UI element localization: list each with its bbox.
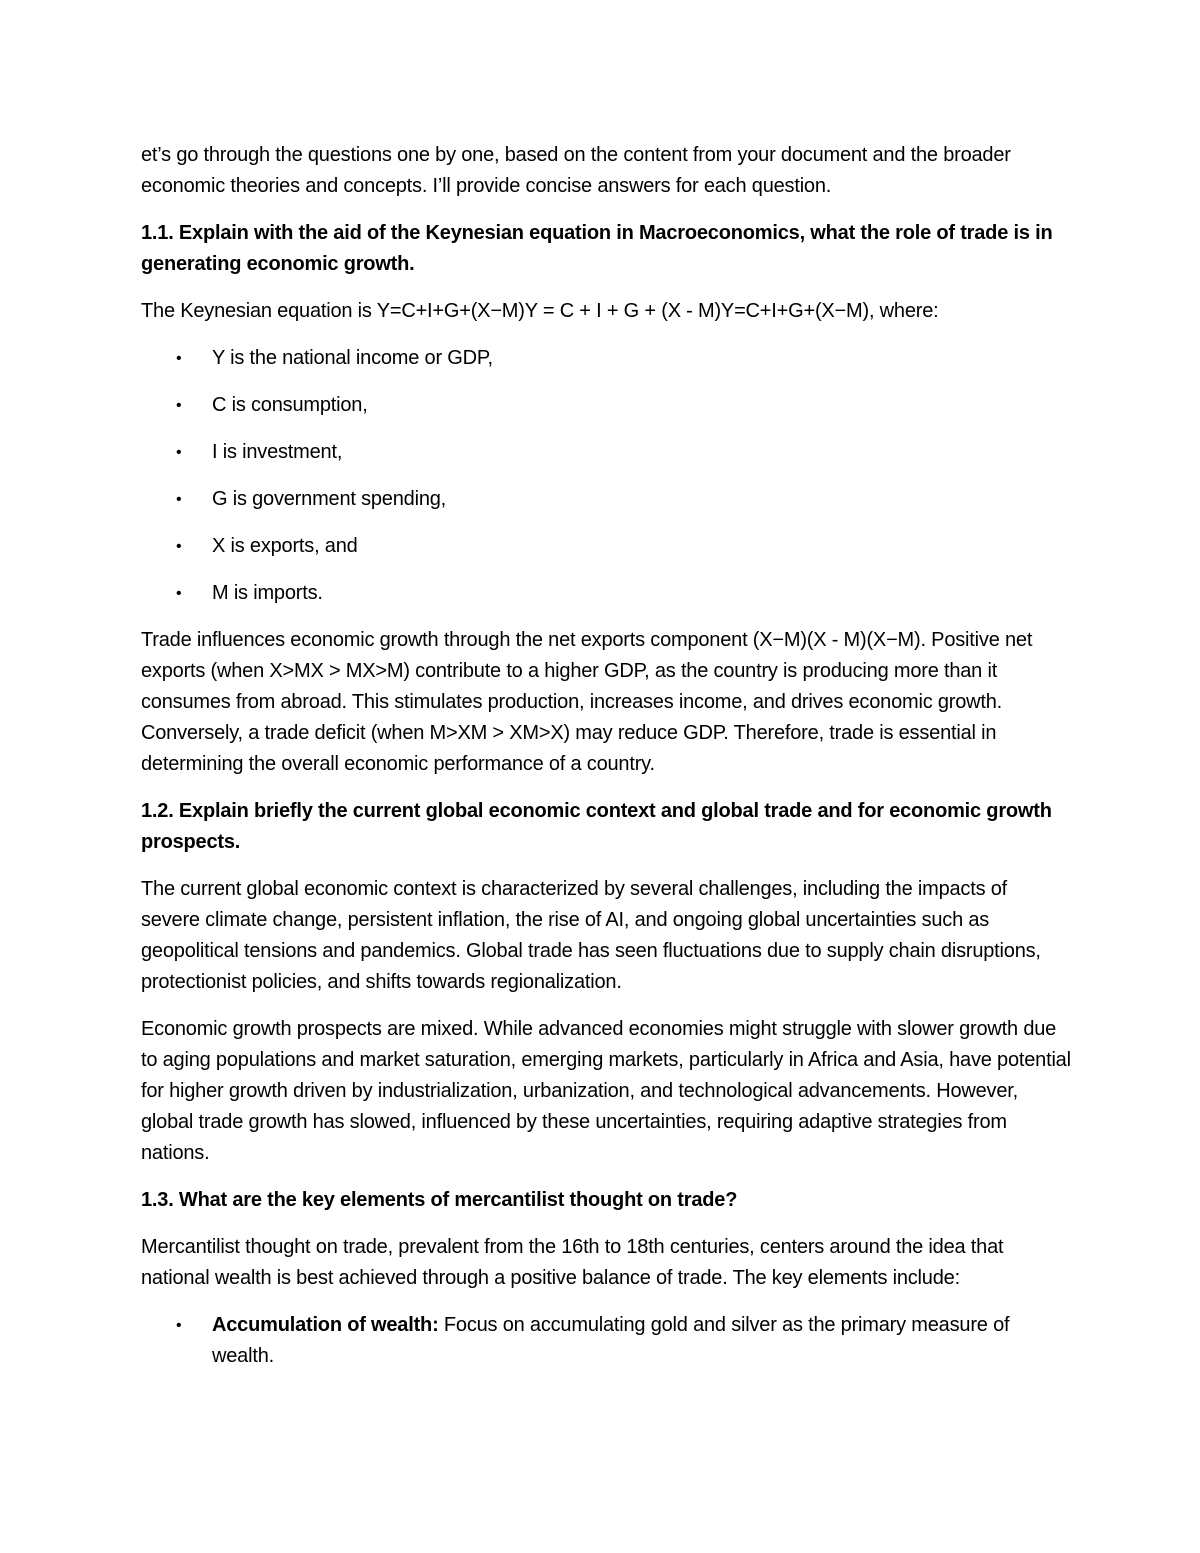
list-item-term: Accumulation of wealth: <box>212 1314 439 1336</box>
bullet-icon: • <box>176 350 182 367</box>
question-1-2-heading: 1.2. Explain briefly the current global economic context and global trade and for economic growth prospects. <box>141 800 1052 853</box>
list-item: • I is investment, <box>141 437 1071 468</box>
list-item: • C is consumption, <box>141 390 1071 421</box>
list-item: • X is exports, and <box>141 531 1071 562</box>
list-item: • G is government spending, <box>141 484 1071 515</box>
question-1-1-heading: 1.1. Explain with the aid of the Keynesian equation in Macroeconomics, what the role of trade is in generating economic growth. <box>141 222 1053 275</box>
keynesian-equation-line: The Keynesian equation is Y=C+I+G+(X−M)Y = C + I + G + (X - M)Y=C+I+G+(X−M), where: <box>141 300 939 322</box>
document-body <box>141 140 1071 1388</box>
bullet-icon: • <box>176 491 182 508</box>
question-1-3-heading: 1.3. What are the key elements of mercantilist thought on trade? <box>141 1189 738 1211</box>
bullet-icon: • <box>176 538 182 555</box>
equation-terms-list <box>141 343 1071 609</box>
bullet-icon: • <box>176 444 182 461</box>
bullet-icon: • <box>176 397 182 414</box>
bullet-icon: • <box>176 1317 182 1334</box>
list-item: • M is imports. <box>141 578 1071 609</box>
mercantilist-elements-list <box>141 1310 1071 1372</box>
list-item <box>141 1310 1071 1372</box>
bullet-icon: • <box>176 585 182 602</box>
question-1-2-paragraph-2: Economic growth prospects are mixed. While advanced economies might struggle with slower growth due to aging populations and market saturation, emerging markets, particularly in Africa and Asia, have potential for higher growth driven by industrialization, urbanization, and technological advancements. However, global trade growth has slowed, influenced by these uncertainties, requiring adaptive strategies from nations. <box>141 1018 1071 1164</box>
list-item-text: Focus on accumulating gold and silver as the primary measure of wealth. <box>212 1314 1010 1367</box>
question-1-2-paragraph-1: The current global economic context is characterized by several challenges, including the impacts of severe climate change, persistent inflation, the rise of AI, and ongoing global uncertainties such as geopolitical tensions and pandemics. Global trade has seen fluctuations due to supply chain disruptions, protectionist policies, and shifts towards regionalization. <box>141 878 1041 993</box>
question-1-3-paragraph-1: Mercantilist thought on trade, prevalent from the 16th to 18th centuries, centers around the idea that national wealth is best achieved through a positive balance of trade. The key elements include: <box>141 1236 1004 1289</box>
list-item: • Y is the national income or GDP, <box>141 343 1071 374</box>
intro-paragraph: et’s go through the questions one by one, based on the content from your document and the broader economic theories and concepts. I’ll provide concise answers for each question. <box>141 144 1011 197</box>
question-1-1-answer: Trade influences economic growth through the net exports component (X−M)(X - M)(X−M). Positive net exports (when X>MX > MX>M) contribute to a higher GDP, as the country is producing more than it consumes from abroad. This stimulates production, increases income, and drives economic growth. Conversely, a trade deficit (when M>XM > XM>X) may reduce GDP. Therefore, trade is essential in determining the overall economic performance of a country. <box>141 629 1033 775</box>
